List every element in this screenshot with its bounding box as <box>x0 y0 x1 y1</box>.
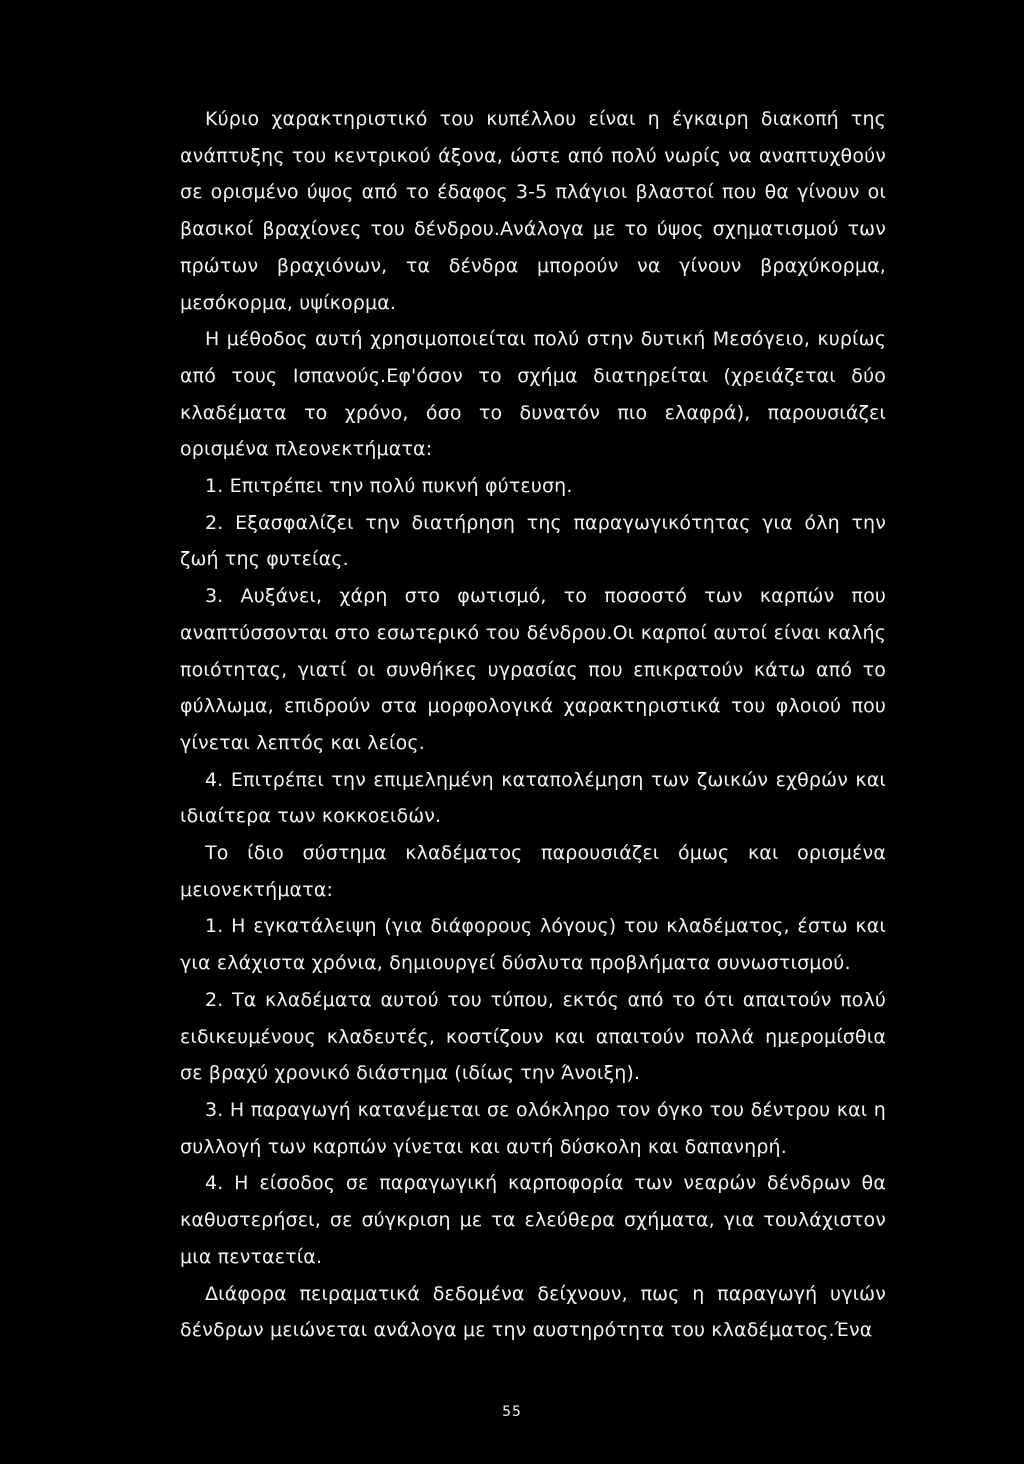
advantage-item-3: 3. Αυξάνει, χάρη στο φωτισμό, το ποσοστό των καρπών που αναπτύσσονται στο εσωτερικό του δένδρου.Οι καρποί αυτοί είναι καλής ποιότητας, γιατί οι συνθήκες υγρασίας που επικρατούν κάτω από το φύλλωμα, επιδρούν στα μορφολογικά χαρακτηριστικά του φλοιού που γίνεται λεπτός και λείος. <box>180 585 886 754</box>
disadvantage-item-2: 2. Τα κλαδέματα αυτού του τύπου, εκτός από το ότι απαιτούν πολύ ειδικευμένους κλαδευτές, κοστίζουν και απαιτούν πολλά ημερομίσθια σε βραχύ χρονικό διάστημα (ιδίως την Άνοιξη). <box>180 988 886 1085</box>
body-text <box>180 101 886 1349</box>
disadvantage-item-1: 1. Η εγκατάλειψη (για διάφορους λόγους) του κλαδέματος, έστω και για ελάχιστα χρόνια, δημιουργεί δύσλυτα προβλήματα συνωστισμού. <box>180 915 886 975</box>
advantage-item-4: 4. Επιτρέπει την επιμελημένη καταπολέμηση των ζωικών εχθρών και ιδιαίτερα των κοκκοειδών. <box>180 768 886 828</box>
advantage-item-1: 1. Επιτρέπει την πολύ πυκνή φύτευση. <box>205 475 573 498</box>
advantage-item-2: 2. Εξασφαλίζει την διατήρηση της παραγωγικότητας για όλη την ζωή της φυτείας. <box>180 511 886 571</box>
disadvantage-item-4: 4. Η είσοδος σε παραγωγική καρποφορία των νεαρών δένδρων θα καθυστερήσει, σε σύγκριση με τα ελεύθερα σχήματα, για τουλάχιστον μια πενταετία. <box>180 1172 886 1268</box>
paragraph-experimental-data: Διάφορα πειραματικά δεδομένα δείχνουν, πως η παραγωγή υγιών δένδρων μειώνεται ανάλογα με την αυστηρότητα του κλαδέματος.Ένα <box>180 1282 886 1342</box>
paragraph-method: Η μέθοδος αυτή χρησιμοποιείται πολύ στην δυτική Μεσόγειο, κυρίως από τους Ισπανούς.Εφ'όσον το σχήμα διατηρείται (χρειάζεται δύο κλαδέματα το χρόνο, όσο το δυνατόν πιο ελαφρά), παρουσιάζει ορισμένα πλεονεκτήματα: <box>180 328 886 461</box>
paragraph-disadvantages-intro: Το ίδιο σύστημα κλαδέματος παρουσιάζει όμως και ορισμένα μειονεκτήματα: <box>180 842 886 901</box>
page-number: 55 <box>502 1404 522 1420</box>
disadvantage-item-3: 3. Η παραγωγή κατανέμεται σε ολόκληρο τον όγκο του δέντρου και η συλλογή των καρπών γίνεται και αυτή δύσκολη και δαπανηρή. <box>180 1098 886 1158</box>
paragraph-intro: Κύριο χαρακτηριστικό του κυπέλλου είναι η έγκαιρη διακοπή της ανάπτυξης του κεντρικού άξονα, ώστε από πολύ νωρίς να αναπτυχθούν σε ορισμένο ύψος από το έδαφος 3-5 πλάγιοι βλαστοί που θα γίνουν οι βασικοί βραχίονες του δένδρου.Ανάλογα με το ύψος σχηματισμού των πρώτων βραχιόνων, τα δένδρα μπορούν να γίνουν βραχύκορμα, μεσόκορμα, υψίκορμα. <box>180 108 886 314</box>
